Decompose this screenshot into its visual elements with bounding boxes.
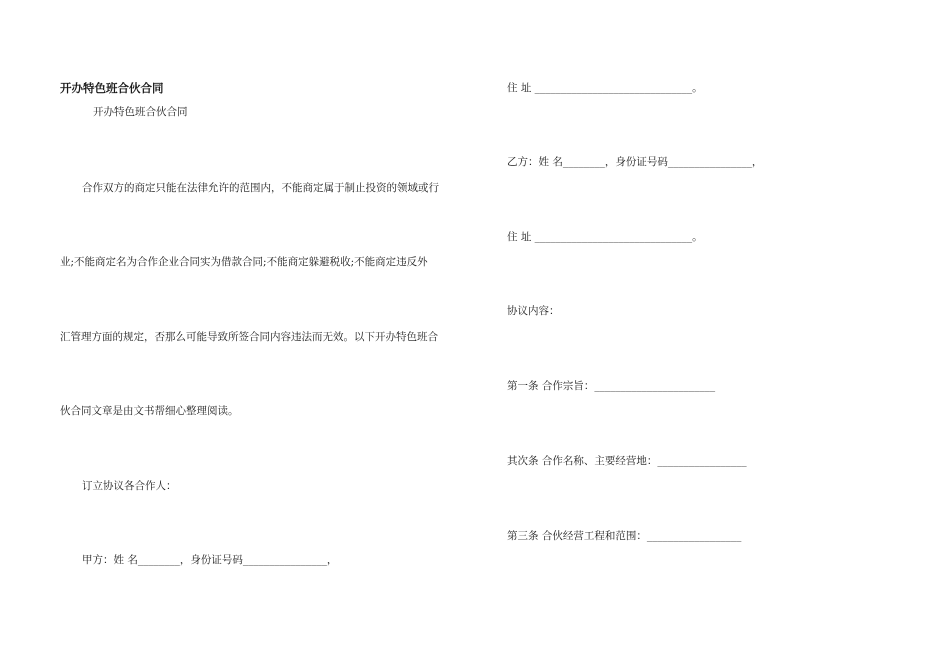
paragraph-line-4: 伙合同文章是由文书帮细心整理阅读。: [60, 405, 239, 417]
party-b-address: 住 址 ______________________________。: [507, 231, 703, 243]
party-a-line: 甲方：姓 名________，身份证号码________________，: [82, 554, 338, 566]
paragraph-line-3: 汇管理方面的规定，否那么可能导致所签合同内容违法而无效。以下开办特色班合: [60, 331, 438, 343]
article-3: 第三条 合伙经营工程和范围：__________________: [507, 530, 742, 542]
document-subtitle: 开办特色班合伙合同: [93, 106, 188, 118]
party-a-address: 住 址 ______________________________。: [507, 82, 703, 94]
parties-heading: 订立协议各合作人：: [82, 480, 177, 492]
party-b-line: 乙方：姓 名________，身份证号码________________，: [507, 156, 763, 168]
paragraph-line-1: 合作双方的商定只能在法律允许的范围内，不能商定属于制止投资的领域或行: [82, 182, 439, 194]
content-heading: 协议内容：: [507, 305, 560, 317]
document-title: 开办特色班合伙合同: [60, 81, 164, 95]
article-2: 其次条 合作名称、主要经营地：_________________: [507, 455, 747, 467]
article-1: 第一条 合作宗旨：_______________________: [507, 380, 716, 392]
paragraph-line-2: 业;不能商定名为合作企业合同实为借款合同;不能商定躲避税收;不能商定违反外: [60, 256, 428, 268]
